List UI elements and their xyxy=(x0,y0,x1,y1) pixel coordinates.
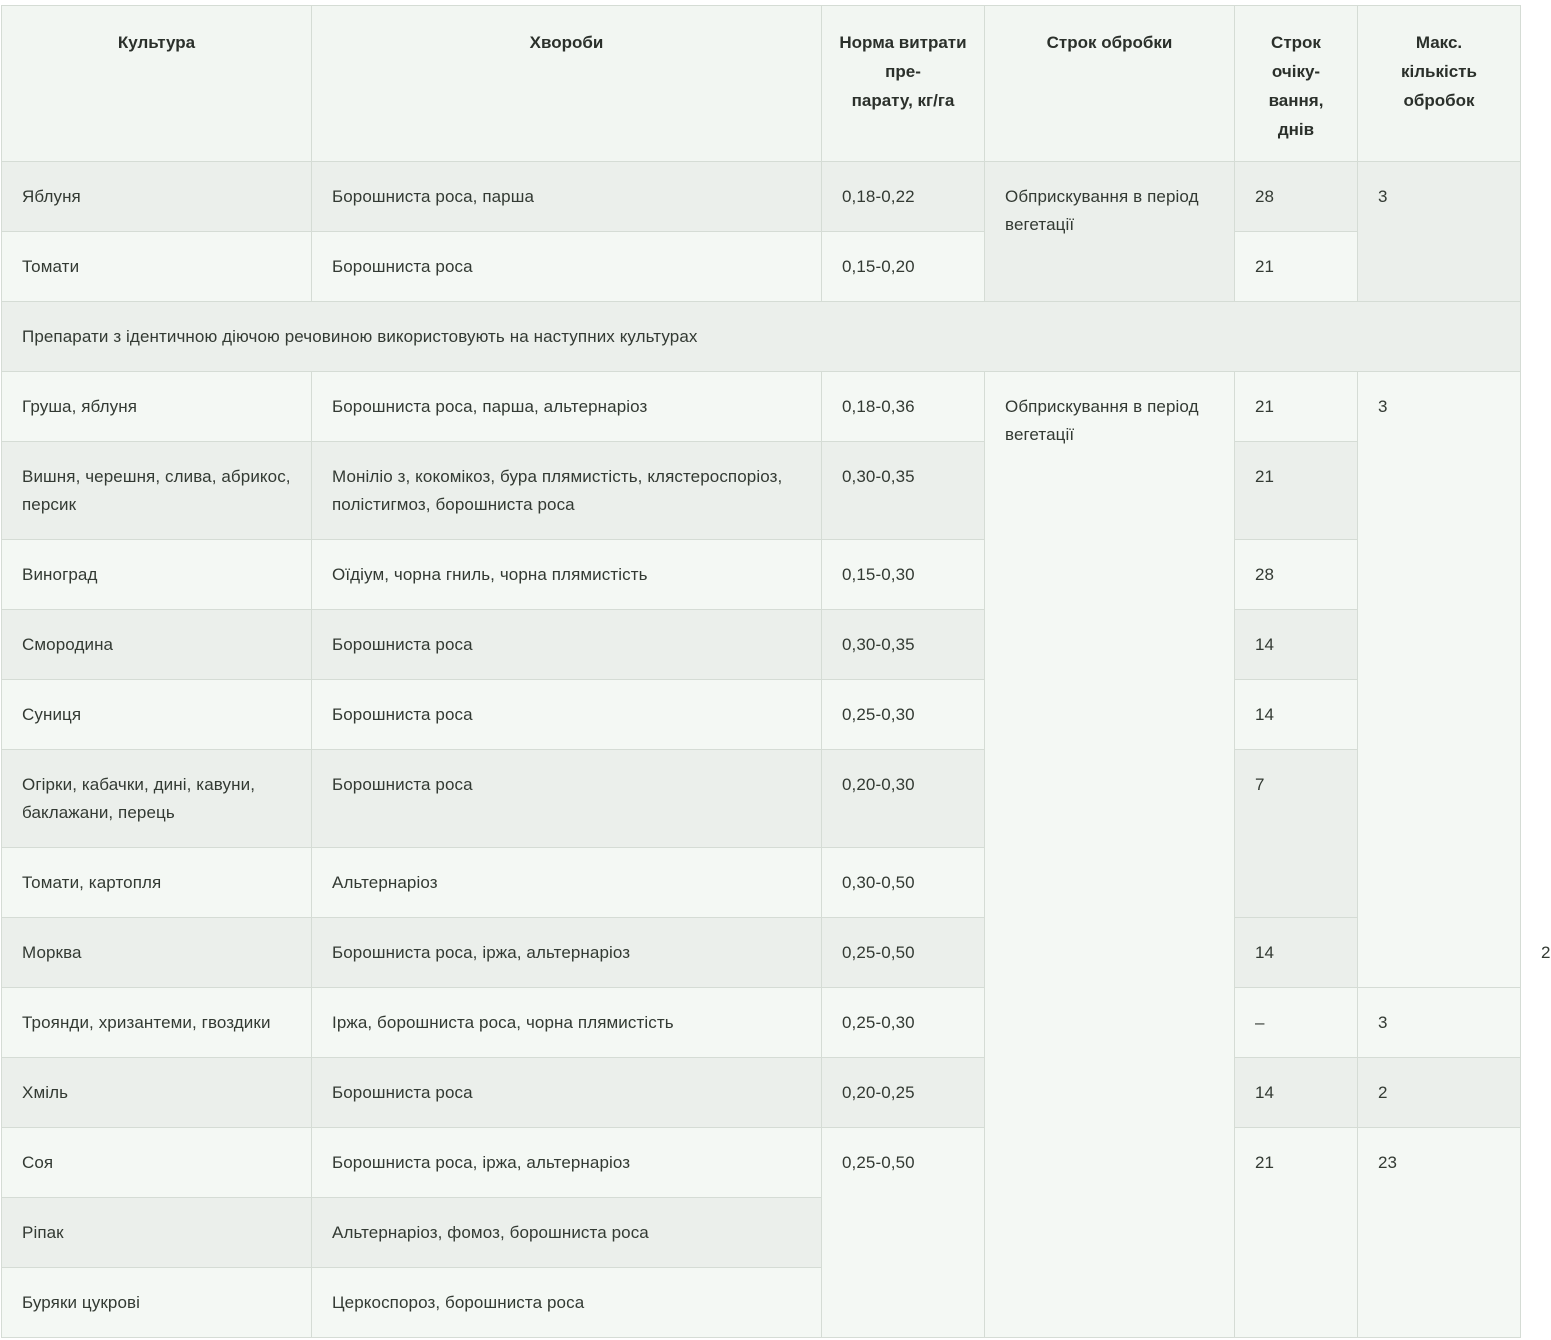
table-row: Морква Борошниста роса, іржа, альтернаріоз 0,25-0,50 14 2 xyxy=(2,918,1521,988)
cell-wait: 21 xyxy=(1235,372,1358,442)
header-diseases-label: Хвороби xyxy=(529,33,604,52)
cell-culture: Троянди, хризантеми, гвоздики xyxy=(2,988,312,1058)
table-row xyxy=(2,540,1521,610)
cell-culture: Морква xyxy=(2,918,312,988)
cell-rate: 0,18-0,22 xyxy=(822,162,985,232)
cell-diseases: Борошниста роса xyxy=(312,610,822,680)
cell-culture: Виноград xyxy=(2,540,312,610)
cell-culture: Вишня, черешня, слива, абрикос, персик xyxy=(2,442,312,540)
cell-max: 3 xyxy=(1358,988,1521,1058)
table-row xyxy=(2,680,1521,750)
cell-wait: 21 xyxy=(1235,1128,1358,1338)
cell-rate: 0,15-0,20 xyxy=(822,232,985,302)
header-diseases xyxy=(312,6,822,162)
cell-wait: 21 xyxy=(1235,232,1358,302)
cell-rate: 0,25-0,30 xyxy=(822,680,985,750)
cell-diseases: Моніліо з, кокомікоз, бура плямистість, клястероспоріоз, полістигмоз, борошниста роса xyxy=(312,442,822,540)
cell-diseases: Церкоспороз, борошниста роса xyxy=(312,1268,822,1338)
header-rate-label: Норма витрати пре- парату, кг/га xyxy=(839,33,967,110)
cell-max: 23 xyxy=(1358,1128,1521,1338)
cell-culture: Ріпак xyxy=(2,1198,312,1268)
cell-wait: – xyxy=(1235,988,1358,1058)
cell-wait: 14 xyxy=(1235,918,1358,988)
cell-diseases: Борошниста роса xyxy=(312,750,822,848)
cell-diseases: Борошниста роса, іржа, альтернаріоз xyxy=(312,1128,822,1198)
cell-culture: Буряки цукрові xyxy=(2,1268,312,1338)
cell-rate: 0,18-0,36 xyxy=(822,372,985,442)
cell-diseases: Альтернаріоз xyxy=(312,848,822,918)
cell-wait: 7 xyxy=(1235,750,1358,918)
table-row xyxy=(2,372,1521,442)
header-rate xyxy=(822,6,985,162)
cell-diseases: Борошниста роса xyxy=(312,1058,822,1128)
cell-culture: Смородина xyxy=(2,610,312,680)
table-row xyxy=(2,750,1521,848)
cell-diseases: Борошниста роса, іржа, альтернаріоз xyxy=(312,918,822,988)
cell-culture: Груша, яблуня xyxy=(2,372,312,442)
cell-rate: 0,25-0,30 xyxy=(822,988,985,1058)
cell-wait: 14 xyxy=(1235,1058,1358,1128)
cell-rate: 0,20-0,25 xyxy=(822,1058,985,1128)
cell-diseases: Борошниста роса, парша xyxy=(312,162,822,232)
cell-rate: 0,25-0,50 xyxy=(822,918,985,988)
cell-wait: 21 xyxy=(1235,442,1358,540)
cell-culture: Суниця xyxy=(2,680,312,750)
table-row xyxy=(2,988,1521,1058)
cell-culture: Томати xyxy=(2,232,312,302)
cell-diseases: Борошниста роса xyxy=(312,680,822,750)
cell-diseases: Іржа, борошниста роса, чорна плямистість xyxy=(312,988,822,1058)
table-row xyxy=(2,610,1521,680)
cell-rate: 0,15-0,30 xyxy=(822,540,985,610)
header-max-label: Макс. кількість обробок xyxy=(1401,33,1477,110)
cell-wait: 28 xyxy=(1235,540,1358,610)
note-text: Препарати з ідентичною діючою речовиною використовують на наступних культурах xyxy=(2,302,1521,372)
table-row xyxy=(2,1058,1521,1128)
cell-wait: 14 xyxy=(1235,680,1358,750)
cell-culture: Яблуня xyxy=(2,162,312,232)
cell-diseases: Борошниста роса xyxy=(312,232,822,302)
table-row xyxy=(2,162,1521,232)
cell-diseases: Борошниста роса, парша, альтернаріоз xyxy=(312,372,822,442)
table-row xyxy=(2,232,1521,302)
table-row xyxy=(2,1128,1521,1198)
cell-culture: Соя xyxy=(2,1128,312,1198)
header-culture-label: Культура xyxy=(117,33,196,52)
header-wait xyxy=(1235,6,1358,162)
header-max xyxy=(1358,6,1521,162)
cell-diseases: Оїдіум, чорна гниль, чорна плямистість xyxy=(312,540,822,610)
header-timing-label: Строк обробки xyxy=(1046,33,1173,52)
cell-culture: Огірки, кабачки, дині, кавуни, баклажани, перець xyxy=(2,750,312,848)
cell-wait: 14 xyxy=(1235,610,1358,680)
cell-wait: 28 xyxy=(1235,162,1358,232)
cell-rate: 0,30-0,35 xyxy=(822,442,985,540)
cell-rate: 0,30-0,50 xyxy=(822,848,985,918)
header-wait-label: Строк очіку- вання, днів xyxy=(1268,33,1324,139)
cell-culture: Томати, картопля xyxy=(2,848,312,918)
pesticide-application-table xyxy=(1,5,1551,1338)
cell-max: 3 xyxy=(1358,372,1521,988)
cell-diseases: Альтернаріоз, фомоз, борошниста роса xyxy=(312,1198,822,1268)
cell-rate: 0,25-0,50 xyxy=(822,1128,985,1338)
cell-culture: Хміль xyxy=(2,1058,312,1128)
cell-max: 3 xyxy=(1358,162,1521,302)
cell-timing: Обприскування в період вегетації xyxy=(985,372,1235,1338)
cell-rate: 0,20-0,30 xyxy=(822,750,985,848)
table-row xyxy=(2,442,1521,540)
header-timing xyxy=(985,6,1235,162)
cell-rate: 0,30-0,35 xyxy=(822,610,985,680)
cell-timing: Обприскування в період вегетації xyxy=(985,162,1235,302)
table-note-row xyxy=(2,302,1521,372)
cell-max: 2 xyxy=(1358,1058,1521,1128)
header-culture xyxy=(2,6,312,162)
header-row xyxy=(2,6,1521,162)
